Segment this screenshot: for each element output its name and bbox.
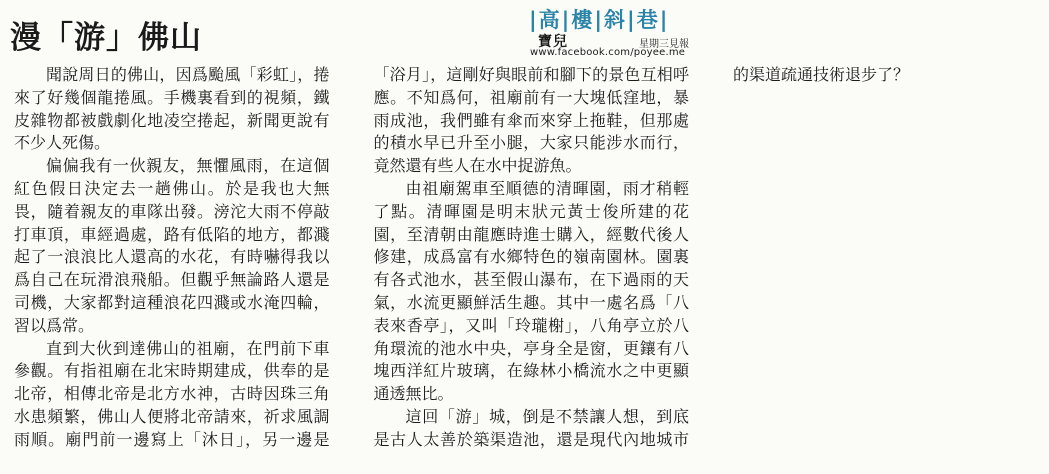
author-name: 寶兒 (538, 34, 568, 50)
column-masthead (528, 0, 695, 62)
column-name-char: 斜 (604, 8, 626, 32)
paragraph: 聞說周日的佛山，因爲颱風「彩虹」，捲來了好幾個龍捲風。手機裏看到的視頻，鐵皮雜物都被戲劇化地凌空捲起，新聞更說有不少人死傷。 (14, 65, 330, 153)
paragraph: 直到大伙到達佛山的祖廟，在門前下車參觀。有指祖廟在北宋時期建成，供奉的是北帝，相傳北帝是北方水神，古時因珠三角水患頻繁，佛山人便將北帝請來，祈求風調雨順。廟門前一邊寫上「沐日」，另一邊是「浴月」，這剛好與眼前和腳下的景色互相呼應。不知爲何，祖廟前有一大塊低窪地，暴雨成池，我們雖有傘而來穿上拖鞋，但那處的積水早已升至小腿，大家只能涉水而行，竟然還有些人在水中捉游魚。 (14, 65, 689, 449)
column-name-char: 高 (538, 8, 560, 32)
publish-schedule: 星期三見報 (639, 39, 689, 50)
column-name-char: 樓 (571, 8, 593, 32)
paragraph: 這回「游」城，倒是不禁讓人想，到底是古人太善於築渠造池，還是現代內地城市的渠道疏通技術退步了？ (373, 65, 910, 449)
paragraph: 偏偏我有一伙親友，無懼風雨，在這個紅色假日決定去一趟佛山。於是我也大無畏，隨着親友的車隊出發。滂沱大雨不停敲打車頂，車經過處，路有低陷的地方，都濺起了一浪浪比人還高的水花，有時嚇得我以爲自己在玩滑浪飛船。但觀乎無論路人還是司機，大家都對這種浪花四濺或水淹四輪，習以爲常。 (14, 156, 330, 335)
facebook-url: www.facebook.com/poyee.me (530, 47, 686, 58)
column-name-char: 巷 (636, 8, 658, 32)
article-body (14, 64, 910, 472)
paragraph: 由祖廟駕車至順德的清暉園，雨才稍輕了點。清暉園是明末狀元黃士俊所建的花園，至清朝由龍應時進士購入，經數代後人修建，成爲富有水鄉特色的嶺南園林。園裏有各式池水，甚至假山瀑布，在下過雨的天氣，水流更顯鮮活生趣。其中一處名爲「八表來香亭」，又叫「玲瓏榭」，八角亭立於八角環流的池水中央，亭身全是窗，更鑲有八塊西洋紅片玻璃，在綠林小橋流水之中更顯通透無比。 (373, 178, 689, 404)
column-name: |高|樓|斜|巷| (529, 8, 668, 32)
headline: 漫「游」佛山 (10, 20, 202, 56)
